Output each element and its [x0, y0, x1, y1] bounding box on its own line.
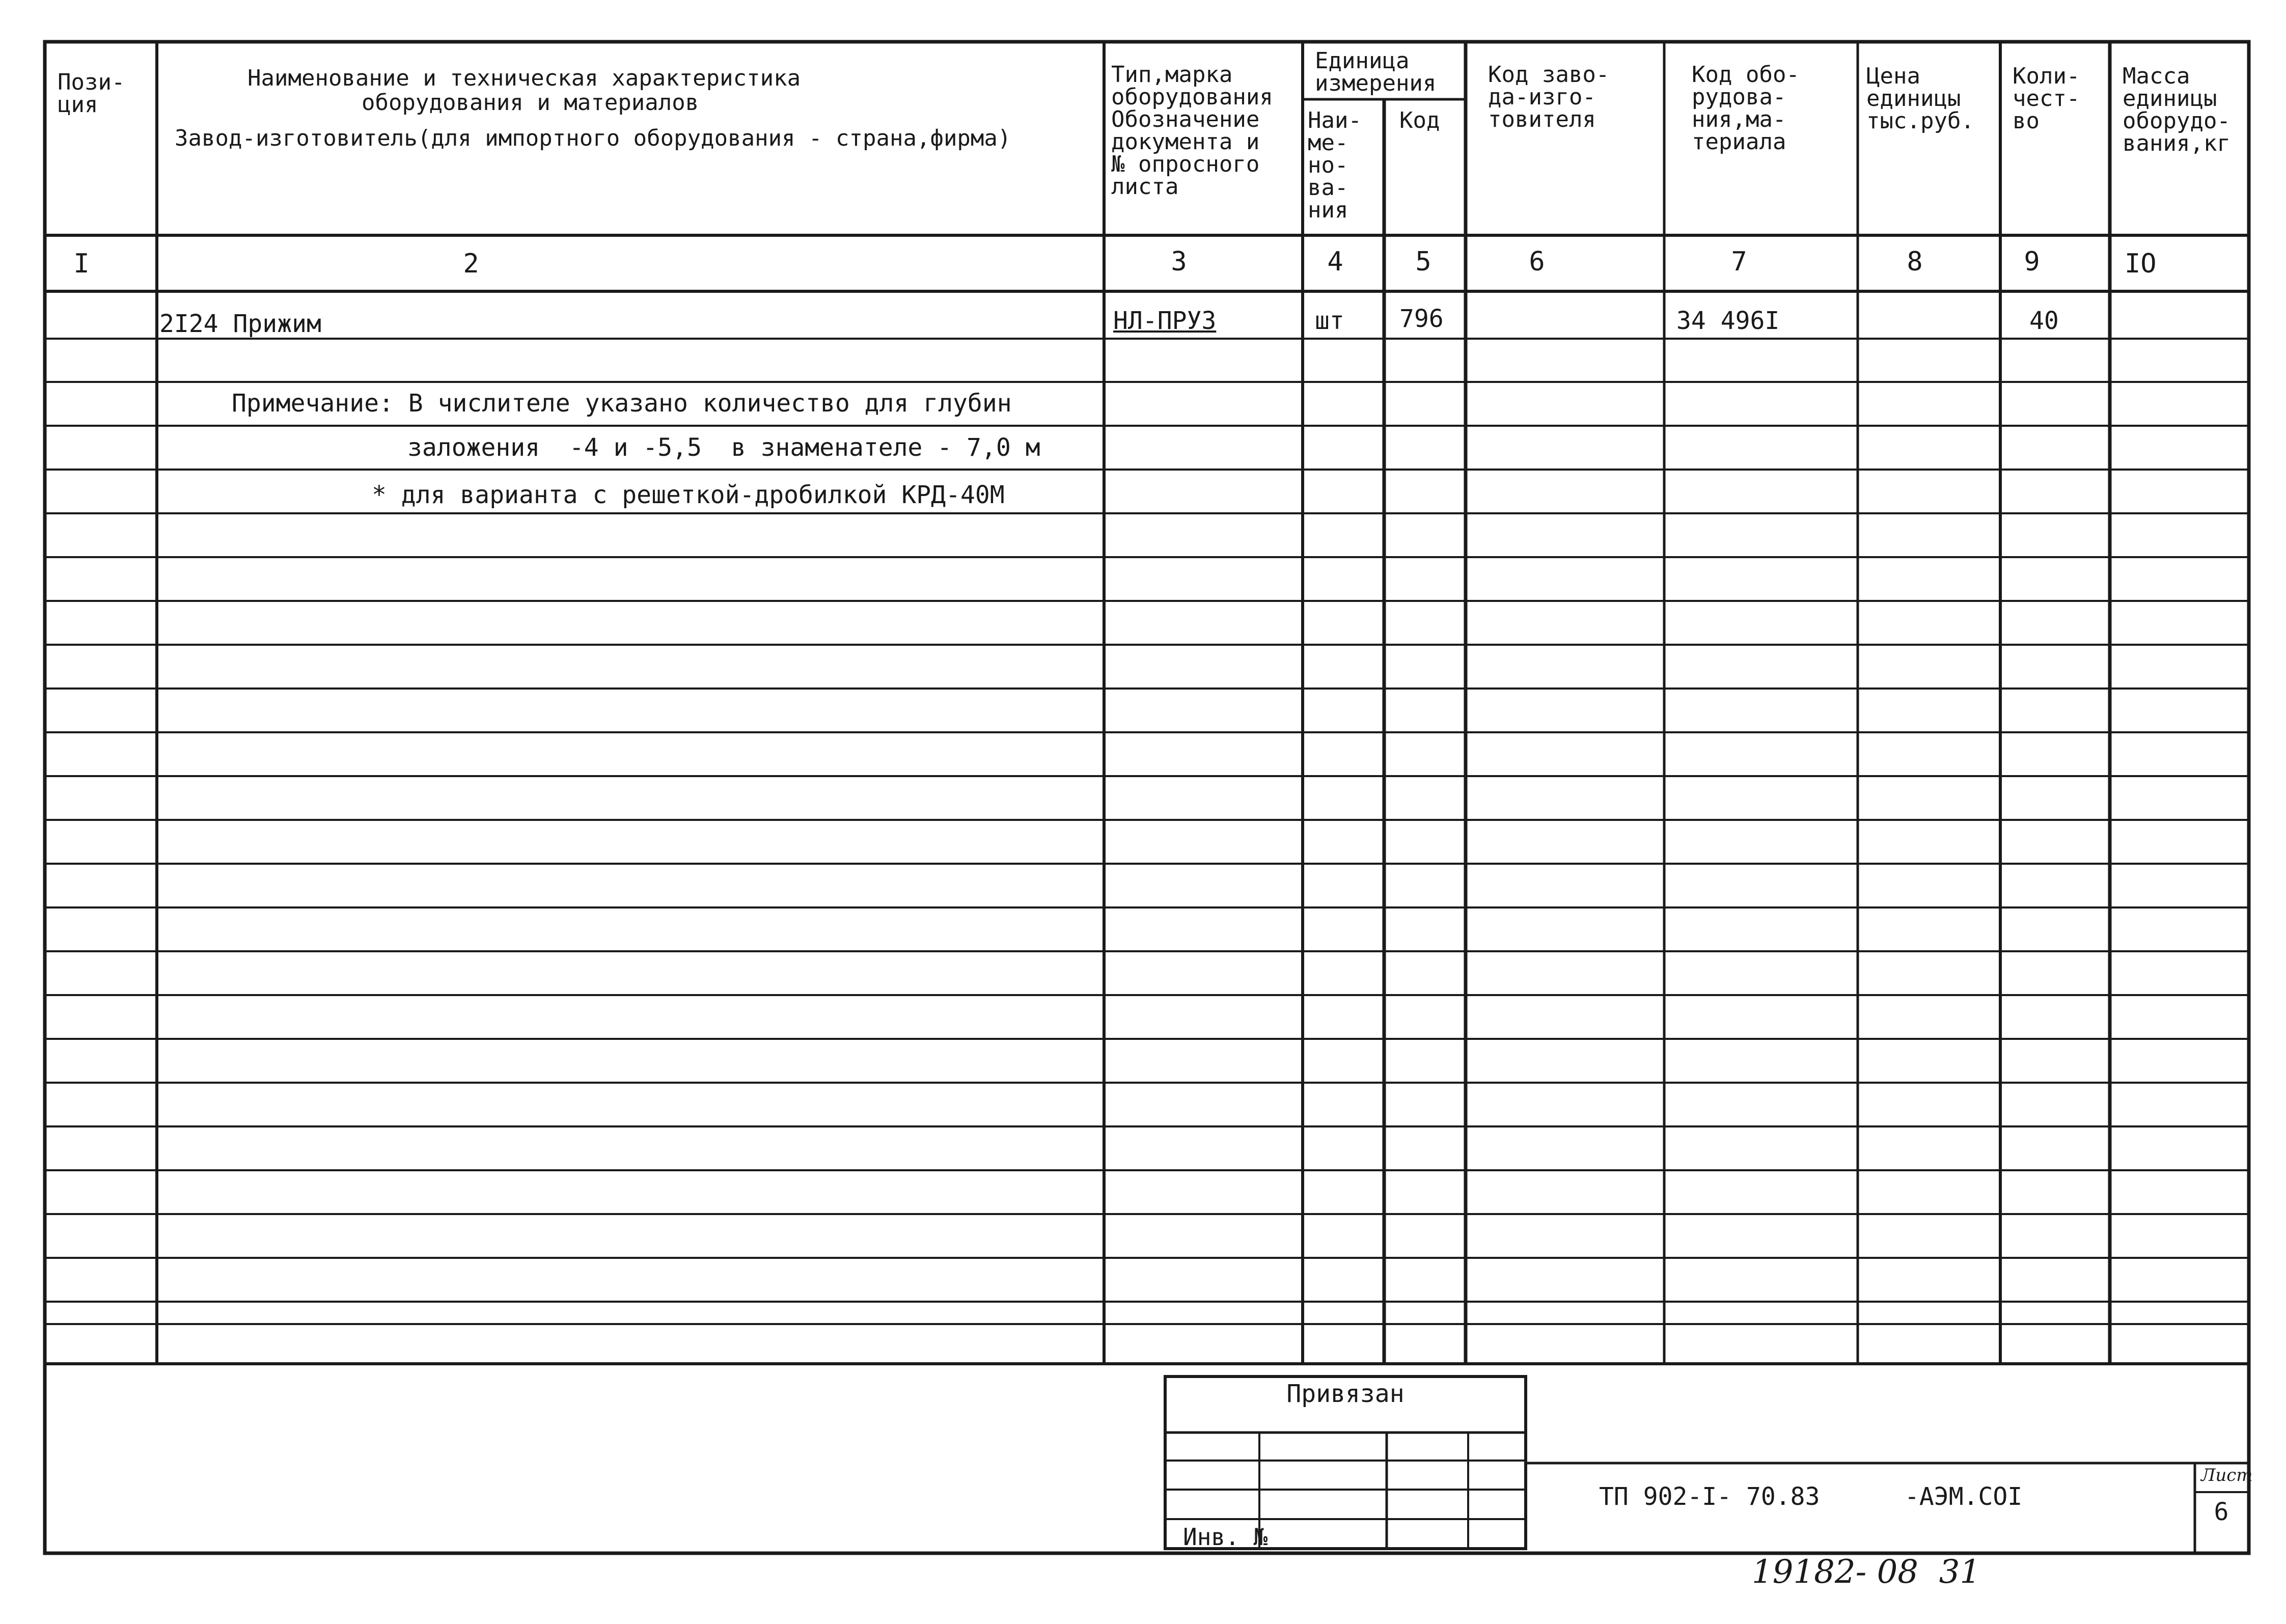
- column-number-8: 8: [1907, 246, 1923, 277]
- header-unit-mass: Масса единицы оборудо- вания,кг: [2123, 63, 2230, 156]
- row-unit-name: шт: [1315, 307, 1344, 335]
- header-position: Пози- ция: [58, 69, 125, 118]
- stamp-inventory-number: Инв. №: [1183, 1523, 1268, 1551]
- column-number-10: IO: [2125, 249, 2157, 279]
- row-material-code: 34 496I: [1676, 307, 1780, 335]
- note-line-3: * для варианта с решеткой-дробилкой КРД-40М: [372, 481, 1005, 509]
- column-number-2: 2: [463, 249, 479, 279]
- row-unit-code: 796: [1399, 305, 1444, 333]
- column-number-7: 7: [1731, 246, 1747, 277]
- note-line-2: заложения -4 и -5,5 в знаменателе - 7,0 м: [407, 433, 1040, 462]
- header-name-line1: Наименование и техническая характеристика: [247, 65, 801, 91]
- column-number-1: I: [73, 249, 90, 279]
- header-unit-name: Наи- ме- но- ва- ния: [1308, 107, 1362, 223]
- handwritten-inventory-mark: 19182- 08 31: [1752, 1553, 1981, 1591]
- column-number-9: 9: [2024, 246, 2040, 277]
- row-name: 2I24 Прижим: [159, 310, 321, 338]
- header-factory-code: Код заво- да-изго- товителя: [1488, 62, 1610, 132]
- column-number-3: 3: [1171, 246, 1187, 277]
- header-material-code: Код обо- рудова- ния,ма- териала: [1692, 62, 1800, 155]
- header-unit-code: Код: [1399, 107, 1440, 133]
- header-name-line2: оборудования и материалов: [362, 90, 699, 116]
- header-unit-price: Цена единицы тыс.руб.: [1866, 63, 1974, 134]
- sheet-number: 6: [2214, 1498, 2229, 1526]
- column-number-4: 4: [1327, 246, 1343, 277]
- document-code: ТП 902-I- 70.83: [1599, 1482, 1820, 1511]
- stamp-privyazan: Привязан: [1286, 1380, 1404, 1408]
- sheet-label: Лист: [2201, 1465, 2253, 1485]
- header-type-designation: Тип,марка оборудования Обозначение документа и № опросного листа: [1111, 62, 1273, 200]
- note-line-1: Примечание: В числителе указано количество для глубин: [232, 389, 1012, 418]
- document-mark: -АЭМ.СОI: [1905, 1482, 2023, 1511]
- header-unit-group: Единица измерения: [1315, 48, 1437, 96]
- header-quantity: Коли- чест- во: [2013, 63, 2080, 134]
- header-name-line3: Завод-изготовитель(для импортного оборудования - страна,фирма): [175, 125, 1011, 151]
- row-type: НЛ-ПРУЗ: [1113, 307, 1217, 335]
- column-number-6: 6: [1529, 246, 1545, 277]
- row-quantity: 40: [2029, 307, 2059, 335]
- column-number-5: 5: [1415, 246, 1431, 277]
